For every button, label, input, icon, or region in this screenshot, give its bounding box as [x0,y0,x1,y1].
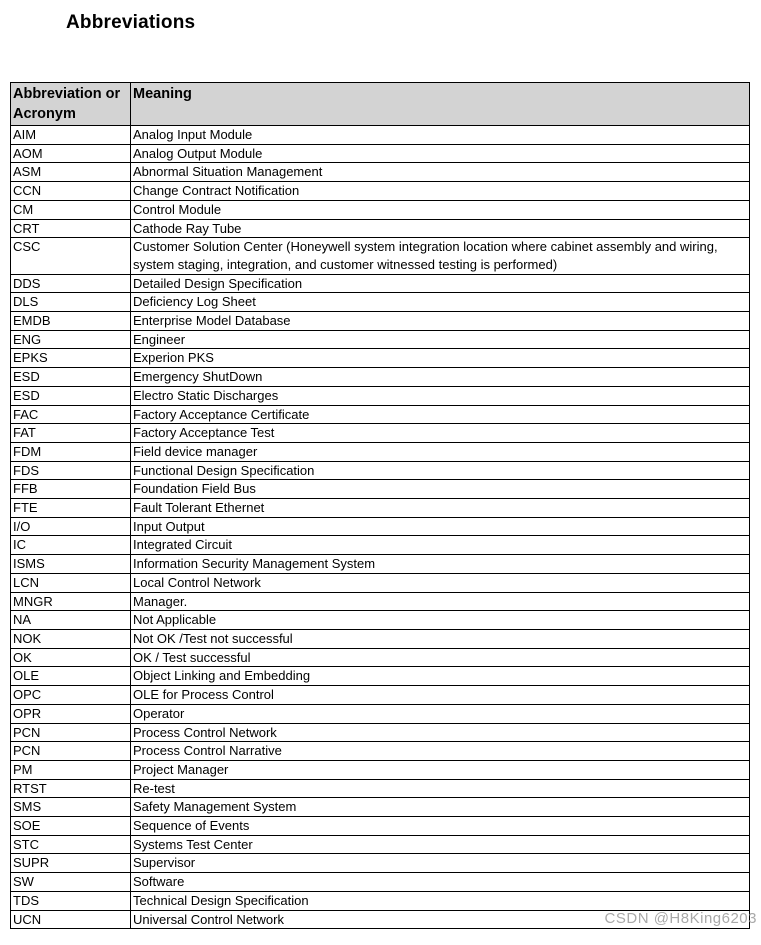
abbr-cell: ESD [11,368,131,387]
table-row [11,386,750,405]
abbr-cell: LCN [11,573,131,592]
meaning-cell: Emergency ShutDown [131,368,750,387]
abbr-cell: FTE [11,499,131,518]
table-row [11,835,750,854]
abbr-cell: ENG [11,330,131,349]
table-row [11,499,750,518]
table-row [11,293,750,312]
meaning-cell: Process Control Network [131,723,750,742]
abbr-cell: SOE [11,817,131,836]
table-row [11,667,750,686]
abbr-cell: PCN [11,742,131,761]
meaning-cell: Experion PKS [131,349,750,368]
table-row [11,163,750,182]
meaning-cell: Not OK /Test not successful [131,629,750,648]
meaning-cell: OK / Test successful [131,648,750,667]
abbr-cell: AOM [11,144,131,163]
meaning-cell: Detailed Design Specification [131,274,750,293]
table-row [11,200,750,219]
table-row [11,648,750,667]
table-row [11,798,750,817]
abbr-cell: ESD [11,386,131,405]
table-row [11,182,750,201]
abbr-cell: FAC [11,405,131,424]
meaning-cell: Customer Solution Center (Honeywell system integration location where cabinet assembly and wiring, system staging, integration, and customer witnessed testing is performed) [131,238,750,274]
abbr-cell: OK [11,648,131,667]
table-row [11,817,750,836]
meaning-cell: Factory Acceptance Certificate [131,405,750,424]
meaning-cell: Operator [131,704,750,723]
table-row [11,312,750,331]
abbr-cell: EMDB [11,312,131,331]
meaning-cell: Functional Design Specification [131,461,750,480]
table-row [11,442,750,461]
table-row [11,629,750,648]
meaning-cell: Not Applicable [131,611,750,630]
table-row [11,742,750,761]
meaning-cell: Re-test [131,779,750,798]
abbreviations-table-header [11,83,750,126]
table-row [11,368,750,387]
abbr-cell: FAT [11,424,131,443]
meaning-cell: Project Manager [131,760,750,779]
abbr-cell: I/O [11,517,131,536]
abbr-cell: UCN [11,910,131,929]
meaning-cell: Universal Control Network [131,910,750,929]
table-row [11,349,750,368]
meaning-cell: Foundation Field Bus [131,480,750,499]
abbr-cell: EPKS [11,349,131,368]
meaning-cell: Technical Design Specification [131,891,750,910]
abbr-cell: DDS [11,274,131,293]
abbr-cell: DLS [11,293,131,312]
meaning-cell: Supervisor [131,854,750,873]
abbr-cell: CSC [11,238,131,274]
meaning-cell: Input Output [131,517,750,536]
abbr-cell: OLE [11,667,131,686]
table-row [11,854,750,873]
meaning-cell: Analog Input Module [131,126,750,145]
abbr-cell: RTST [11,779,131,798]
table-row [11,517,750,536]
header-meaning: Meaning [131,83,750,126]
meaning-cell: Safety Management System [131,798,750,817]
meaning-cell: Field device manager [131,442,750,461]
meaning-cell: Analog Output Module [131,144,750,163]
table-row [11,760,750,779]
table-row [11,910,750,929]
header-abbreviation: Abbreviation or Acronym [11,83,131,126]
table-row [11,891,750,910]
abbr-cell: STC [11,835,131,854]
abbr-cell: SW [11,873,131,892]
meaning-cell: Integrated Circuit [131,536,750,555]
table-row [11,592,750,611]
abbr-cell: ASM [11,163,131,182]
abbr-cell: IC [11,536,131,555]
table-row [11,723,750,742]
table-row [11,779,750,798]
abbr-cell: FFB [11,480,131,499]
table-row [11,274,750,293]
abbr-cell: OPC [11,686,131,705]
table-row [11,480,750,499]
meaning-cell: Deficiency Log Sheet [131,293,750,312]
table-row [11,704,750,723]
meaning-cell: Enterprise Model Database [131,312,750,331]
table-row [11,126,750,145]
table-row [11,573,750,592]
abbr-cell: NA [11,611,131,630]
meaning-cell: Factory Acceptance Test [131,424,750,443]
meaning-cell: Abnormal Situation Management [131,163,750,182]
meaning-cell: Fault Tolerant Ethernet [131,499,750,518]
abbr-cell: PM [11,760,131,779]
table-row [11,611,750,630]
abbr-cell: SMS [11,798,131,817]
table-row [11,144,750,163]
table-row [11,405,750,424]
abbr-cell: MNGR [11,592,131,611]
table-row [11,330,750,349]
table-row [11,461,750,480]
meaning-cell: Engineer [131,330,750,349]
meaning-cell: Cathode Ray Tube [131,219,750,238]
meaning-cell: Information Security Management System [131,555,750,574]
meaning-cell: Process Control Narrative [131,742,750,761]
meaning-cell: Object Linking and Embedding [131,667,750,686]
abbr-table-body [11,126,750,929]
abbr-cell: CRT [11,219,131,238]
meaning-cell: OLE for Process Control [131,686,750,705]
abbr-cell: ISMS [11,555,131,574]
abbr-cell: CCN [11,182,131,201]
meaning-cell: Change Contract Notification [131,182,750,201]
table-row [11,873,750,892]
abbr-cell: TDS [11,891,131,910]
watermark: CSDN @H8King6203 [604,910,757,927]
abbr-cell: FDM [11,442,131,461]
header-row [11,83,750,126]
abbr-cell: AIM [11,126,131,145]
meaning-cell: Local Control Network [131,573,750,592]
meaning-cell: Control Module [131,200,750,219]
abbr-cell: FDS [11,461,131,480]
abbr-cell: CM [11,200,131,219]
meaning-cell: Systems Test Center [131,835,750,854]
abbr-cell: NOK [11,629,131,648]
meaning-cell: Software [131,873,750,892]
meaning-cell: Manager. [131,592,750,611]
abbr-cell: SUPR [11,854,131,873]
table-row [11,238,750,274]
abbreviations-table [10,82,750,929]
page-title: Abbreviations [66,12,196,33]
table-row [11,536,750,555]
table-row [11,424,750,443]
abbr-cell: OPR [11,704,131,723]
meaning-cell: Electro Static Discharges [131,386,750,405]
abbr-cell: PCN [11,723,131,742]
table-row [11,686,750,705]
meaning-cell: Sequence of Events [131,817,750,836]
table-row [11,219,750,238]
table-row [11,555,750,574]
